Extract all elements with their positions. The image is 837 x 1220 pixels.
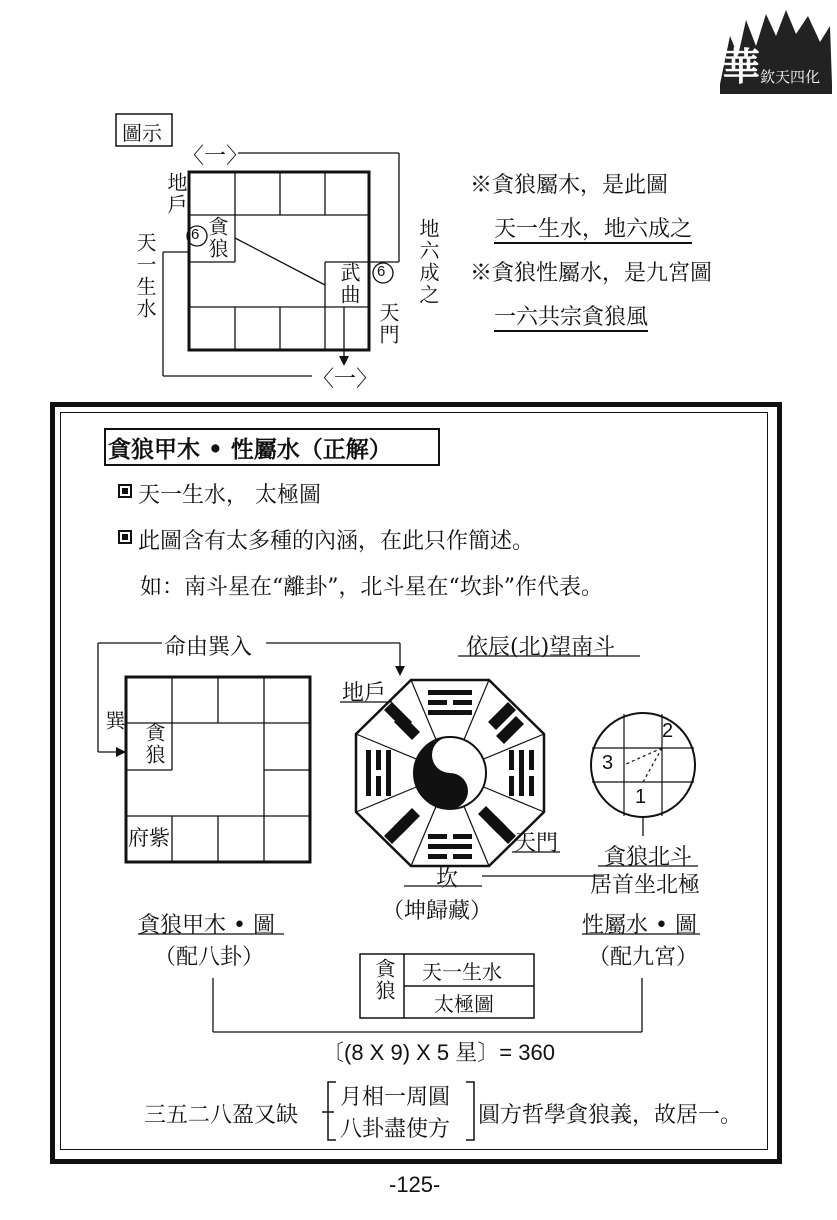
note-1: ※貪狼屬木，是此圖 (470, 173, 669, 198)
bullet-1: 天一生水， 太極圖 (138, 483, 321, 508)
tian-men-label: 天門 (376, 302, 400, 346)
logo-text: 欽天四化 (760, 68, 821, 86)
bracket-top: 〈一〉 (182, 144, 249, 169)
xun-label: 巽 (102, 710, 126, 732)
beidou-line1: 貪狼北斗 (604, 845, 693, 870)
caption-right-sub: （配九宮） (588, 945, 699, 970)
bullet-2: 此圖含有太多種的內涵，在此只作簡述。 (138, 529, 535, 554)
ming-you-label: 命由巽入 (164, 635, 253, 660)
bottom-left: 三五二八盈又缺 (144, 1103, 299, 1128)
nine-palace-3: 3 (602, 752, 614, 774)
note-2: 天一生水，地六成之 (494, 217, 693, 242)
wuqu-cell: 武曲 (337, 262, 361, 306)
note-4: 一六共宗貪狼風 (494, 305, 649, 330)
kun-label: （坤歸藏） (382, 899, 493, 924)
table-row-1: 天一生水 (422, 960, 502, 984)
bottom-mid-2: 八卦盡使方 (340, 1117, 451, 1142)
section-title-text: 貪狼甲木 • 性屬水（正解） (108, 436, 392, 463)
bracket-bottom: 〈一〉 (312, 367, 379, 392)
fuzi-cell: 府紫 (128, 826, 170, 850)
formula: 〔(8 X 9) X 5 星〕= 360 (322, 1040, 555, 1065)
logo-char: 華 (722, 44, 761, 89)
page-number: -125- (389, 1172, 441, 1197)
tian-yi-label: 天一生水 (133, 232, 157, 320)
nine-palace-1: 1 (635, 786, 647, 808)
table-side: 貪狼 (372, 958, 396, 1002)
tian-men-main: 天門 (514, 831, 559, 856)
caption-left: 貪狼甲木 • 圖 (138, 913, 275, 938)
tanlang-cell: 貪狼 (205, 216, 229, 260)
circle-six-left: 6 (191, 226, 200, 243)
bottom-mid-1: 月相一周圓 (340, 1085, 451, 1110)
note-3: ※貪狼性屬水，是九宮圖 (470, 261, 713, 286)
figure-label: 圖示 (122, 121, 162, 145)
yin-yang-icon (414, 737, 486, 809)
caption-left-sub: （配八卦） (154, 945, 265, 970)
tanlang-main-cell: 貪狼 (142, 722, 166, 766)
yichen-label: 依辰(北)望南斗 (466, 635, 616, 660)
example-line: 如：南斗星在“離卦”，北斗星在“坎卦”作代表。 (140, 575, 603, 600)
caption-right: 性屬水 • 圖 (582, 913, 697, 938)
di-liu-label: 地六成之 (416, 218, 440, 306)
beidou-line2: 居首坐北極 (590, 873, 701, 898)
kan-label: 坎 (436, 867, 459, 892)
nine-palace-2: 2 (662, 720, 674, 742)
di-hu-main: 地戶 (342, 681, 387, 706)
di-hu-label: 地戶 (164, 172, 188, 216)
bottom-right: 圓方哲學貪狼義，故居一。 (478, 1103, 743, 1128)
circle-six-right: 6 (377, 263, 386, 280)
table-row-2: 太極圖 (434, 992, 494, 1016)
